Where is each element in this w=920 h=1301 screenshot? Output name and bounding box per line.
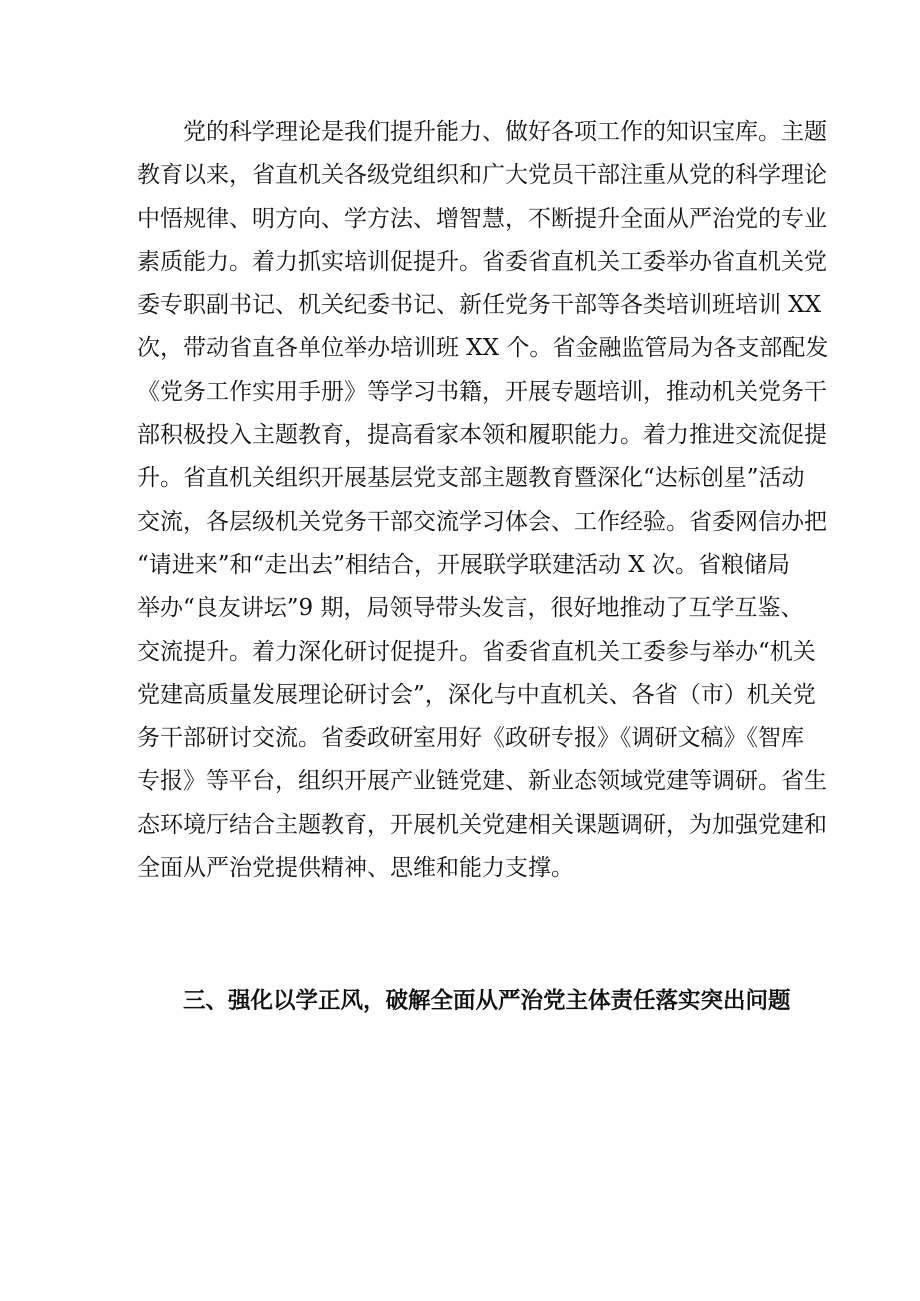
paragraph-line: 《党务工作实用手册》等学习书籍，开展专题培训，推动机关党务干 xyxy=(137,378,827,405)
paragraph-line: 次，带动省直各单位举办培训班 XX 个。省金融监管局为各支部配发 xyxy=(137,335,829,362)
paragraph-line: “请进来”和“走出去”相结合，开展联学联建活动 X 次。省粮储局 xyxy=(137,551,791,578)
paragraph-line: 党的科学理论是我们提升能力、做好各项工作的知识宝库。主题 xyxy=(183,119,827,145)
paragraph-line: 党建高质量发展理论研讨会”，深化与中直机关、各省（市）机关党 xyxy=(137,681,816,708)
paragraph-line: 升。省直机关组织开展基层党支部主题教育暨深化“达标创星”活动 xyxy=(137,465,805,492)
paragraph-line: 全面从严治党提供精神、思维和能力支撑。 xyxy=(137,855,574,882)
paragraph-line: 素质能力。着力抓实培训促提升。省委省直机关工委举办省直机关党 xyxy=(137,248,827,275)
paragraph-line: 教育以来，省直机关各级党组织和广大党员干部注重从党的科学理论 xyxy=(137,162,827,189)
paragraph-line: 态环境厅结合主题教育，开展机关党建相关课题调研，为加强党建和 xyxy=(137,811,827,838)
paragraph-line: 举办“良友讲坛”9 期，局领导带头发言，很好地推动了互学互鉴、 xyxy=(137,595,804,622)
section-heading: 三、强化以学正风，破解全面从严治党主体责任落实突出问题 xyxy=(183,988,791,1014)
paragraph-line: 专报》等平台，组织开展产业链党建、新业态领域党建等调研。省生 xyxy=(137,768,827,795)
paragraph-line: 务干部研讨交流。省委政研室用好《政研专报》《调研文稿》《智库 xyxy=(137,725,804,752)
paragraph-line: 交流，各层级机关党务干部交流学习体会、工作经验。省委网信办把 xyxy=(137,508,827,535)
paragraph-line: 委专职副书记、机关纪委书记、新任党务干部等各类培训班培训 XX xyxy=(137,292,822,319)
paragraph-line: 部积极投入主题教育，提高看家本领和履职能力。着力推进交流促提 xyxy=(137,422,827,449)
body-paragraph xyxy=(137,111,829,890)
paragraph-line: 中悟规律、明方向、学方法、增智慧，不断提升全面从严治党的专业 xyxy=(137,205,827,232)
paragraph-line: 交流提升。着力深化研讨促提升。省委省直机关工委参与举办“机关 xyxy=(137,638,816,665)
